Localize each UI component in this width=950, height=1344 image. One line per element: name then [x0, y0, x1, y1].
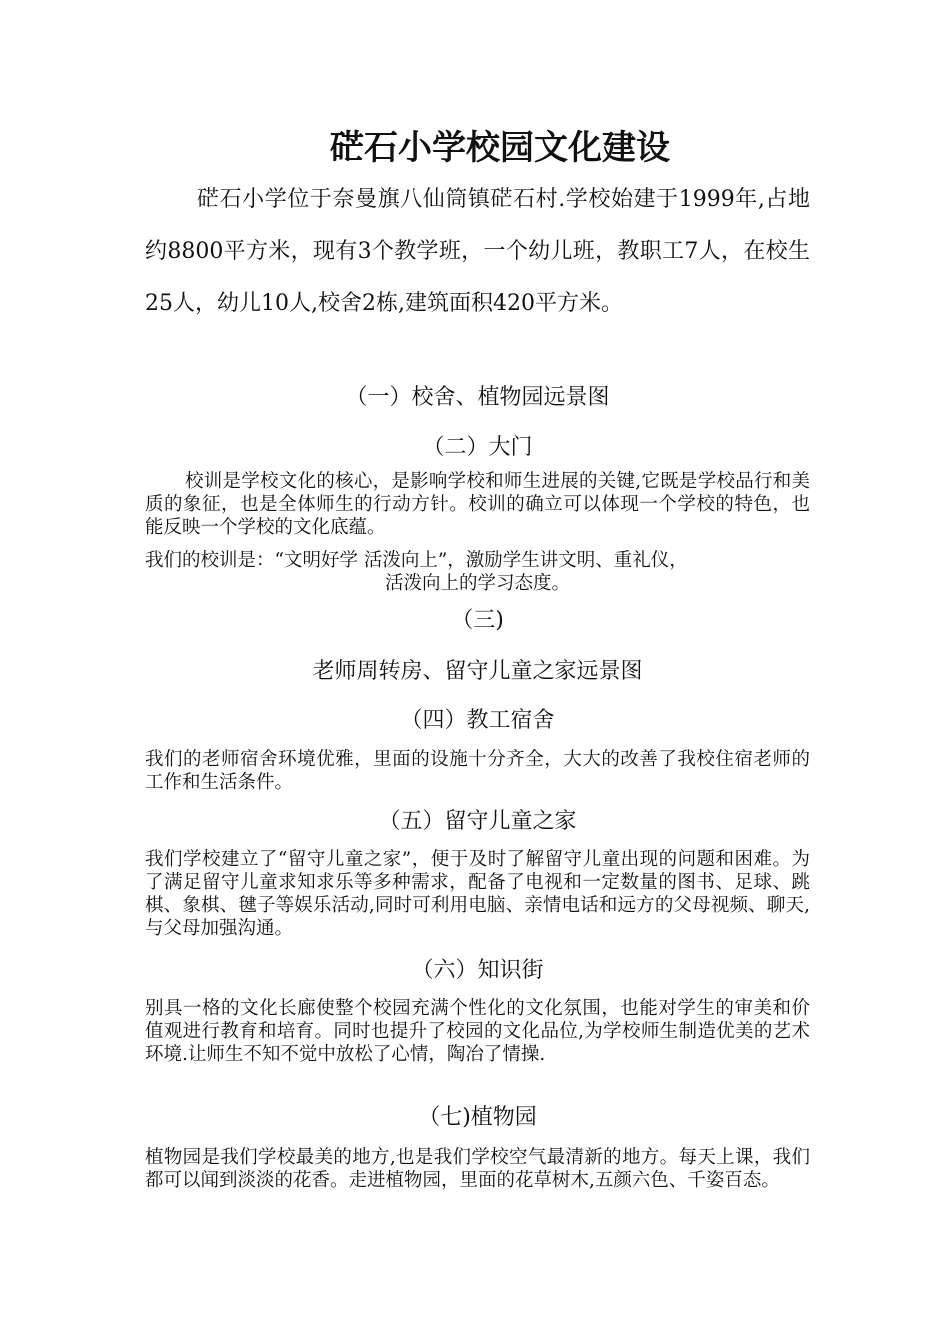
staff-dormitory-paragraph: 我们的老师宿舍环境优雅，里面的设施十分齐全，大大的改善了我校住宿老师的工作和生活条件。: [145, 749, 810, 793]
section-1-heading: （一）校舍、植物园远景图: [345, 385, 610, 410]
knowledge-street-paragraph: 别具一格的文化长廊使整个校园充满个性化的文化氛围，也能对学生的审美和价值观进行教育和培育。同时也提升了校园的文化品位,为学校师生制造优美的艺术环境.让师生不知不觉中放松了心情，陶冶了情操.: [145, 998, 810, 1065]
section-3-subheading: 老师周转房、留守儿童之家远景图: [312, 659, 643, 684]
school-motto-statement: 我们的校训是：“文明好学 活泼向上”，激励学生讲文明、重礼仪，: [145, 550, 688, 571]
document-title: 硭石小学校园文化建设: [330, 128, 670, 168]
botanical-garden-paragraph: 植物园是我们学校最美的地方,也是我们学校空气最清新的地方。每天上课，我们都可以闻到淡淡的花香。走进植物园，里面的花草树木,五颜六色、千姿百态。: [145, 1147, 810, 1191]
left-behind-children-paragraph: 我们学校建立了“留守儿童之家”，便于及时了解留守儿童出现的问题和困难。为了满足留守儿童求知求乐等多种需求，配备了电视和一定数量的图书、足球、跳棋、象棋、毽子等娱乐活动,同时可利用电脑、亲情电话和远方的父母视频、聊天,与父母加强沟通。: [145, 849, 810, 939]
section-2-heading: （二）大门: [422, 435, 533, 460]
school-motto-paragraph: 校训是学校文化的核心，是影响学校和师生进展的关键,它既是学校品行和美质的象征，也是全体师生的行动方针。校训的确立可以体现一个学校的特色，也能反映一个学校的文化底蕴。: [145, 471, 810, 538]
section-7-heading: （七)植物园: [418, 1105, 537, 1130]
section-3-heading: （三): [451, 608, 504, 633]
section-5-heading: （五）留守儿童之家: [378, 809, 577, 834]
school-motto-statement-continued: 活泼向上的学习态度。: [384, 573, 570, 594]
intro-paragraph: 硭石小学位于奈曼旗八仙筒镇硭石村.学校始建于1999年,占地约8800平方米，现有3个教学班，一个幼儿班，教职工7人，在校生25人，幼儿10人,校舍2栋,建筑面积420平方米。: [145, 187, 810, 316]
section-6-heading: （六）知识街: [411, 958, 544, 983]
section-4-heading: （四）教工宿舍: [400, 708, 555, 733]
